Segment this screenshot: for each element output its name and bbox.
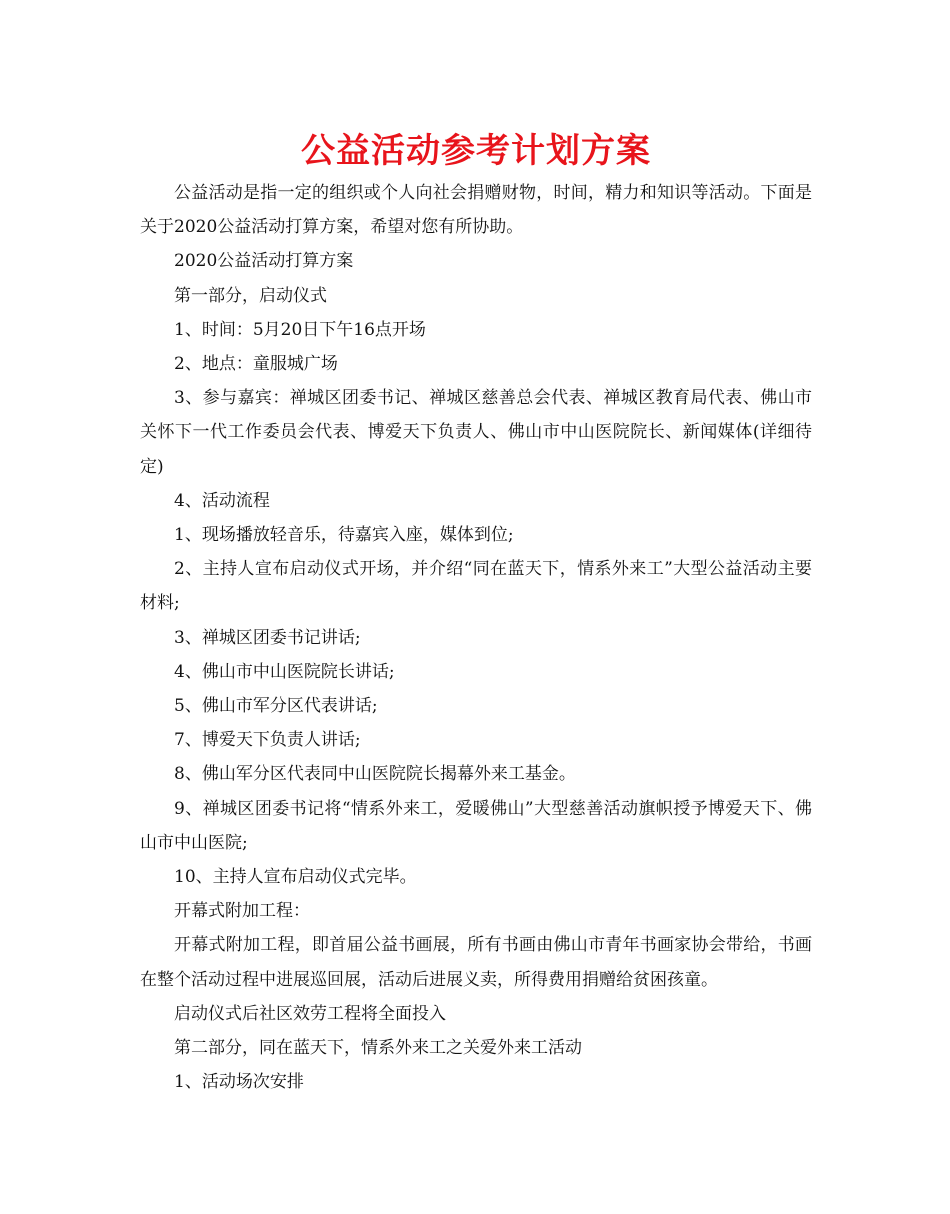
document-title: 公益活动参考计划方案 [301, 131, 651, 171]
paragraph-intro: 公益活动是指一定的组织或个人向社会捐赠财物，时间，精力和知识等活动。下面是关于2020公益活动打算方案，希望对您有所协助。 [140, 183, 812, 238]
paragraph-step-3: 3、禅城区团委书记讲话; [174, 627, 361, 648]
paragraph-step-9: 9、禅城区团委书记将“情系外来工，爱暖佛山”大型慈善活动旗帜授予博爱天下、佛山市中山医院; [140, 798, 812, 853]
paragraph-guests: 3、参与嘉宾：禅城区团委书记、禅城区慈善总会代表、禅城区教育局代表、佛山市关怀下一代工作委员会代表、博爱天下负责人、佛山市中山医院院长、新闻媒体(详细待定) [140, 388, 812, 477]
paragraph-location: 2、地点：童服城广场 [174, 354, 338, 375]
paragraph-step-1: 1、现场播放轻音乐，待嘉宾入座，媒体到位; [174, 525, 514, 546]
paragraph-process-heading: 4、活动流程 [174, 490, 270, 511]
document-page [140, 126, 812, 1099]
paragraph-step-2: 2、主持人宣布启动仪式开场，并介绍“同在蓝天下，情系外来工”大型公益活动主要材料; [140, 559, 812, 614]
paragraph-step-8: 8、佛山军分区代表同中山医院院长揭幕外来工基金。 [174, 764, 576, 785]
document-body [140, 176, 812, 1099]
paragraph-time: 1、时间：5月20日下午16点开场 [174, 319, 426, 340]
paragraph-part-two: 第二部分，同在蓝天下，情系外来工之关爱外来工活动 [174, 1038, 582, 1059]
paragraph-plan-title: 2020公益活动打算方案 [174, 251, 354, 272]
paragraph-part-one: 第一部分，启动仪式 [174, 285, 327, 306]
paragraph-addon-heading: 开幕式附加工程： [174, 901, 310, 922]
paragraph-step-4: 4、佛山市中山医院院长讲话; [174, 661, 395, 682]
paragraph-addon-detail: 开幕式附加工程，即首届公益书画展，所有书画由佛山市青年书画家协会带给，书画在整个活动过程中进展巡回展，活动后进展义卖，所得费用捐赠给贫困孩童。 [140, 935, 812, 990]
paragraph-schedule: 1、活动场次安排 [174, 1072, 304, 1093]
paragraph-step-7: 7、博爱天下负责人讲话; [174, 730, 361, 751]
paragraph-step-5: 5、佛山市军分区代表讲话; [174, 696, 378, 717]
paragraph-step-10: 10、主持人宣布启动仪式完毕。 [174, 867, 417, 888]
paragraph-community-service: 启动仪式后社区效劳工程将全面投入 [174, 1003, 446, 1024]
